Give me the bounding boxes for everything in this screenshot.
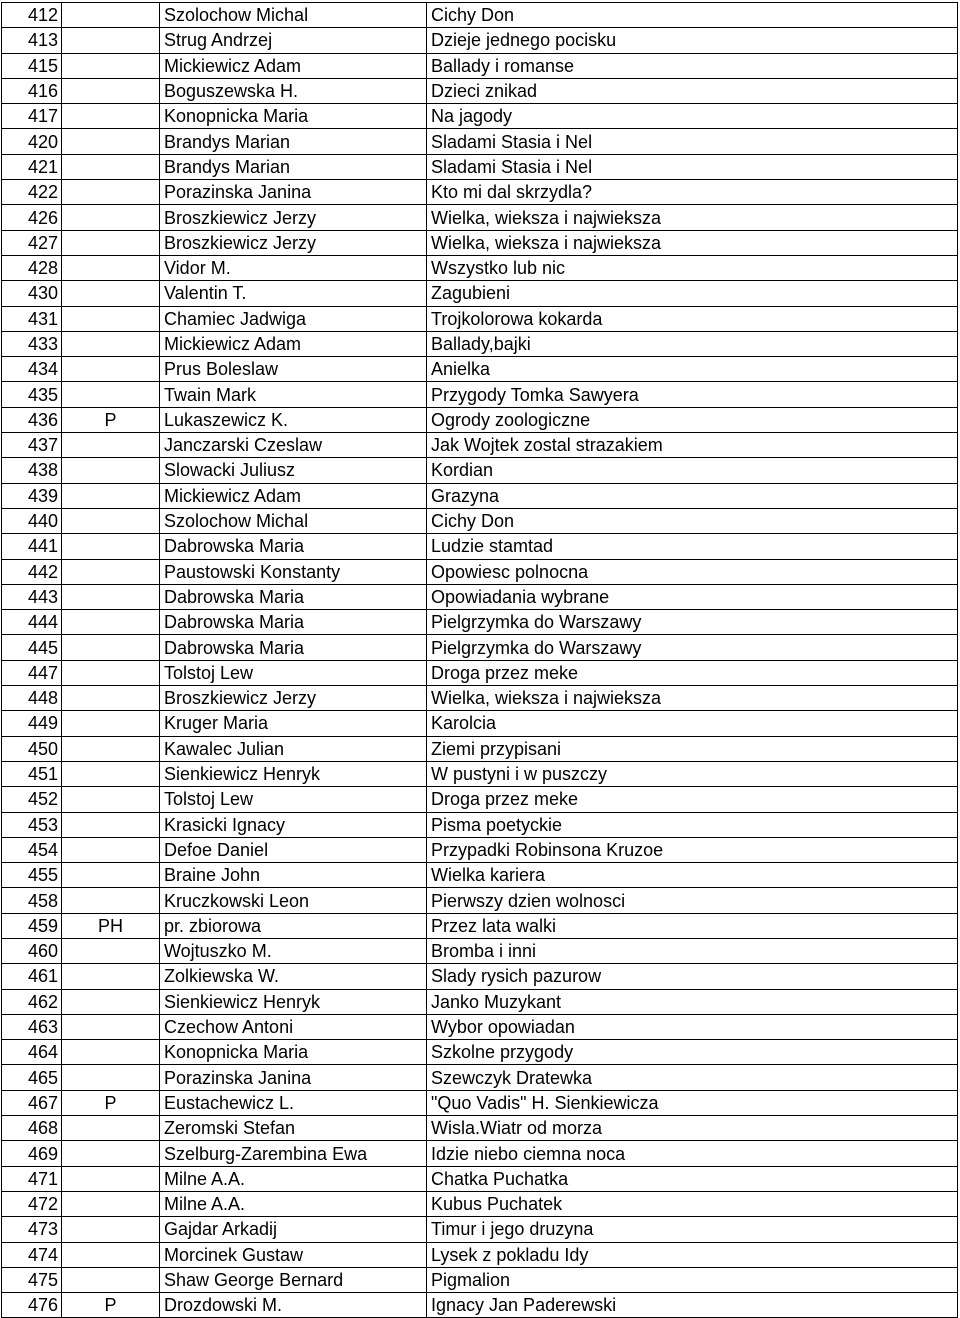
author-cell: Kruger Maria	[160, 711, 427, 736]
flag-cell	[62, 559, 160, 584]
title-cell: Lysek z pokladu Idy	[427, 1242, 958, 1267]
inventory-number-cell: 467	[2, 1090, 62, 1115]
table-row	[2, 660, 958, 685]
table-row	[2, 433, 958, 458]
author-cell: Vidor M.	[160, 255, 427, 280]
title-cell: Cichy Don	[427, 508, 958, 533]
flag-cell	[62, 508, 160, 533]
author-cell: Gajdar Arkadij	[160, 1217, 427, 1242]
author-cell: Tolstoj Lew	[160, 660, 427, 685]
table-row	[2, 281, 958, 306]
author-cell: Lukaszewicz K.	[160, 407, 427, 432]
table-row	[2, 837, 958, 862]
flag-cell	[62, 78, 160, 103]
flag-cell	[62, 711, 160, 736]
author-cell: Kruczkowski Leon	[160, 888, 427, 913]
flag-cell	[62, 761, 160, 786]
flag-cell	[62, 1191, 160, 1216]
table-row	[2, 255, 958, 280]
inventory-number-cell: 437	[2, 433, 62, 458]
title-cell: Ballady i romanse	[427, 53, 958, 78]
inventory-number-cell: 475	[2, 1267, 62, 1292]
flag-cell	[62, 255, 160, 280]
inventory-number-cell: 420	[2, 129, 62, 154]
inventory-number-cell: 434	[2, 357, 62, 382]
author-cell: Konopnicka Maria	[160, 1040, 427, 1065]
author-cell: Zolkiewska W.	[160, 964, 427, 989]
author-cell: Dabrowska Maria	[160, 584, 427, 609]
title-cell: Anielka	[427, 357, 958, 382]
author-cell: Chamiec Jadwiga	[160, 306, 427, 331]
author-cell: Porazinska Janina	[160, 180, 427, 205]
title-cell: Wielka, wieksza i najwieksza	[427, 205, 958, 230]
title-cell: Ballady,bajki	[427, 331, 958, 356]
table-row	[2, 1166, 958, 1191]
table-row	[2, 1293, 958, 1318]
title-cell: Dzieci znikad	[427, 78, 958, 103]
title-cell: Zagubieni	[427, 281, 958, 306]
table-row	[2, 534, 958, 559]
author-cell: Broszkiewicz Jerzy	[160, 205, 427, 230]
title-cell: Timur i jego druzyna	[427, 1217, 958, 1242]
table-row	[2, 53, 958, 78]
table-row	[2, 1065, 958, 1090]
table-row	[2, 559, 958, 584]
flag-cell	[62, 989, 160, 1014]
table-row	[2, 483, 958, 508]
title-cell: Trojkolorowa kokarda	[427, 306, 958, 331]
author-cell: Porazinska Janina	[160, 1065, 427, 1090]
author-cell: Mickiewicz Adam	[160, 331, 427, 356]
flag-cell	[62, 331, 160, 356]
flag-cell	[62, 1267, 160, 1292]
inventory-number-cell: 460	[2, 938, 62, 963]
flag-cell	[62, 180, 160, 205]
table-row	[2, 78, 958, 103]
inventory-number-cell: 422	[2, 180, 62, 205]
table-row	[2, 458, 958, 483]
author-cell: Shaw George Bernard	[160, 1267, 427, 1292]
inventory-number-cell: 474	[2, 1242, 62, 1267]
table-row	[2, 888, 958, 913]
author-cell: Czechow Antoni	[160, 1014, 427, 1039]
title-cell: Przypadki Robinsona Kruzoe	[427, 837, 958, 862]
flag-cell	[62, 787, 160, 812]
author-cell: Wojtuszko M.	[160, 938, 427, 963]
table-row	[2, 154, 958, 179]
author-cell: Broszkiewicz Jerzy	[160, 686, 427, 711]
inventory-number-cell: 413	[2, 28, 62, 53]
inventory-number-cell: 471	[2, 1166, 62, 1191]
author-cell: Zeromski Stefan	[160, 1116, 427, 1141]
author-cell: Paustowski Konstanty	[160, 559, 427, 584]
author-cell: Milne A.A.	[160, 1166, 427, 1191]
author-cell: Szolochow Michal	[160, 508, 427, 533]
author-cell: pr. zbiorowa	[160, 913, 427, 938]
title-cell: Janko Muzykant	[427, 989, 958, 1014]
inventory-number-cell: 427	[2, 230, 62, 255]
table-row	[2, 584, 958, 609]
inventory-number-cell: 451	[2, 761, 62, 786]
book-list-body	[2, 3, 958, 1318]
inventory-number-cell: 465	[2, 1065, 62, 1090]
author-cell: Twain Mark	[160, 382, 427, 407]
inventory-number-cell: 421	[2, 154, 62, 179]
inventory-number-cell: 439	[2, 483, 62, 508]
flag-cell	[62, 28, 160, 53]
table-row	[2, 3, 958, 28]
author-cell: Milne A.A.	[160, 1191, 427, 1216]
inventory-number-cell: 416	[2, 78, 62, 103]
table-row	[2, 787, 958, 812]
title-cell: Wielka kariera	[427, 863, 958, 888]
title-cell: Szkolne przygody	[427, 1040, 958, 1065]
title-cell: Kto mi dal skrzydla?	[427, 180, 958, 205]
flag-cell	[62, 104, 160, 129]
flag-cell: PH	[62, 913, 160, 938]
table-row	[2, 28, 958, 53]
inventory-number-cell: 412	[2, 3, 62, 28]
title-cell: Dzieje jednego pocisku	[427, 28, 958, 53]
inventory-number-cell: 428	[2, 255, 62, 280]
flag-cell	[62, 230, 160, 255]
inventory-number-cell: 476	[2, 1293, 62, 1318]
inventory-number-cell: 447	[2, 660, 62, 685]
flag-cell	[62, 938, 160, 963]
table-row	[2, 1040, 958, 1065]
inventory-number-cell: 426	[2, 205, 62, 230]
table-row	[2, 964, 958, 989]
author-cell: Valentin T.	[160, 281, 427, 306]
table-row	[2, 508, 958, 533]
table-row	[2, 938, 958, 963]
title-cell: Cichy Don	[427, 3, 958, 28]
flag-cell	[62, 584, 160, 609]
inventory-number-cell: 462	[2, 989, 62, 1014]
table-row	[2, 331, 958, 356]
inventory-number-cell: 443	[2, 584, 62, 609]
flag-cell	[62, 129, 160, 154]
inventory-number-cell: 430	[2, 281, 62, 306]
author-cell: Janczarski Czeslaw	[160, 433, 427, 458]
author-cell: Brandys Marian	[160, 154, 427, 179]
flag-cell	[62, 281, 160, 306]
table-row	[2, 1014, 958, 1039]
table-row	[2, 1141, 958, 1166]
title-cell: Wielka, wieksza i najwieksza	[427, 230, 958, 255]
title-cell: Pielgrzymka do Warszawy	[427, 610, 958, 635]
author-cell: Tolstoj Lew	[160, 787, 427, 812]
flag-cell	[62, 1242, 160, 1267]
inventory-number-cell: 461	[2, 964, 62, 989]
title-cell: "Quo Vadis" H. Sienkiewicza	[427, 1090, 958, 1115]
table-row	[2, 711, 958, 736]
inventory-number-cell: 473	[2, 1217, 62, 1242]
flag-cell	[62, 837, 160, 862]
table-row	[2, 913, 958, 938]
inventory-number-cell: 445	[2, 635, 62, 660]
flag-cell	[62, 610, 160, 635]
inventory-number-cell: 415	[2, 53, 62, 78]
author-cell: Mickiewicz Adam	[160, 483, 427, 508]
flag-cell	[62, 1040, 160, 1065]
inventory-number-cell: 436	[2, 407, 62, 432]
author-cell: Boguszewska H.	[160, 78, 427, 103]
inventory-number-cell: 454	[2, 837, 62, 862]
flag-cell: P	[62, 1090, 160, 1115]
table-row	[2, 1242, 958, 1267]
title-cell: Wisla.Wiatr od morza	[427, 1116, 958, 1141]
flag-cell	[62, 736, 160, 761]
author-cell: Drozdowski M.	[160, 1293, 427, 1318]
flag-cell	[62, 154, 160, 179]
flag-cell	[62, 635, 160, 660]
author-cell: Sienkiewicz Henryk	[160, 761, 427, 786]
inventory-number-cell: 431	[2, 306, 62, 331]
title-cell: Pielgrzymka do Warszawy	[427, 635, 958, 660]
author-cell: Strug Andrzej	[160, 28, 427, 53]
flag-cell	[62, 888, 160, 913]
inventory-number-cell: 438	[2, 458, 62, 483]
title-cell: Ignacy Jan Paderewski	[427, 1293, 958, 1318]
title-cell: Wszystko lub nic	[427, 255, 958, 280]
flag-cell	[62, 1141, 160, 1166]
title-cell: Idzie niebo ciemna noca	[427, 1141, 958, 1166]
flag-cell	[62, 534, 160, 559]
inventory-number-cell: 453	[2, 812, 62, 837]
title-cell: Ogrody zoologiczne	[427, 407, 958, 432]
inventory-number-cell: 452	[2, 787, 62, 812]
inventory-number-cell: 449	[2, 711, 62, 736]
author-cell: Dabrowska Maria	[160, 534, 427, 559]
title-cell: Grazyna	[427, 483, 958, 508]
table-row	[2, 686, 958, 711]
title-cell: Opowiadania wybrane	[427, 584, 958, 609]
inventory-number-cell: 450	[2, 736, 62, 761]
table-row	[2, 610, 958, 635]
flag-cell	[62, 357, 160, 382]
table-row	[2, 129, 958, 154]
title-cell: Bromba i inni	[427, 938, 958, 963]
author-cell: Dabrowska Maria	[160, 610, 427, 635]
flag-cell	[62, 1166, 160, 1191]
flag-cell	[62, 1116, 160, 1141]
inventory-number-cell: 469	[2, 1141, 62, 1166]
inventory-number-cell: 448	[2, 686, 62, 711]
title-cell: Wielka, wieksza i najwieksza	[427, 686, 958, 711]
title-cell: Chatka Puchatka	[427, 1166, 958, 1191]
flag-cell	[62, 660, 160, 685]
flag-cell	[62, 863, 160, 888]
author-cell: Konopnicka Maria	[160, 104, 427, 129]
table-row	[2, 357, 958, 382]
inventory-number-cell: 455	[2, 863, 62, 888]
title-cell: Droga przez meke	[427, 787, 958, 812]
title-cell: Pisma poetyckie	[427, 812, 958, 837]
title-cell: Droga przez meke	[427, 660, 958, 685]
author-cell: Szolochow Michal	[160, 3, 427, 28]
inventory-number-cell: 440	[2, 508, 62, 533]
title-cell: Szewczyk Dratewka	[427, 1065, 958, 1090]
title-cell: W pustyni i w puszczy	[427, 761, 958, 786]
author-cell: Brandys Marian	[160, 129, 427, 154]
table-row	[2, 635, 958, 660]
flag-cell	[62, 483, 160, 508]
title-cell: Ziemi przypisani	[427, 736, 958, 761]
flag-cell	[62, 812, 160, 837]
title-cell: Ludzie stamtad	[427, 534, 958, 559]
table-row	[2, 205, 958, 230]
table-row	[2, 1090, 958, 1115]
table-row	[2, 863, 958, 888]
flag-cell	[62, 205, 160, 230]
table-row	[2, 1217, 958, 1242]
author-cell: Mickiewicz Adam	[160, 53, 427, 78]
inventory-number-cell: 472	[2, 1191, 62, 1216]
table-row	[2, 382, 958, 407]
table-row	[2, 407, 958, 432]
title-cell: Sladami Stasia i Nel	[427, 129, 958, 154]
table-row	[2, 1267, 958, 1292]
table-row	[2, 230, 958, 255]
title-cell: Sladami Stasia i Nel	[427, 154, 958, 179]
inventory-number-cell: 463	[2, 1014, 62, 1039]
inventory-number-cell: 417	[2, 104, 62, 129]
inventory-number-cell: 444	[2, 610, 62, 635]
table-row	[2, 761, 958, 786]
flag-cell: P	[62, 407, 160, 432]
author-cell: Krasicki Ignacy	[160, 812, 427, 837]
title-cell: Na jagody	[427, 104, 958, 129]
table-row	[2, 306, 958, 331]
table-row	[2, 1116, 958, 1141]
title-cell: Slady rysich pazurow	[427, 964, 958, 989]
title-cell: Kubus Puchatek	[427, 1191, 958, 1216]
flag-cell	[62, 433, 160, 458]
inventory-number-cell: 459	[2, 913, 62, 938]
title-cell: Opowiesc polnocna	[427, 559, 958, 584]
author-cell: Kawalec Julian	[160, 736, 427, 761]
author-cell: Slowacki Juliusz	[160, 458, 427, 483]
table-row	[2, 736, 958, 761]
inventory-number-cell: 441	[2, 534, 62, 559]
title-cell: Przez lata walki	[427, 913, 958, 938]
inventory-number-cell: 464	[2, 1040, 62, 1065]
author-cell: Szelburg-Zarembina Ewa	[160, 1141, 427, 1166]
book-list-table	[1, 2, 958, 1318]
inventory-number-cell: 442	[2, 559, 62, 584]
title-cell: Pierwszy dzien wolnosci	[427, 888, 958, 913]
flag-cell	[62, 458, 160, 483]
inventory-number-cell: 458	[2, 888, 62, 913]
title-cell: Przygody Tomka Sawyera	[427, 382, 958, 407]
table-row	[2, 1191, 958, 1216]
flag-cell: P	[62, 1293, 160, 1318]
author-cell: Sienkiewicz Henryk	[160, 989, 427, 1014]
inventory-number-cell: 433	[2, 331, 62, 356]
inventory-number-cell: 435	[2, 382, 62, 407]
author-cell: Broszkiewicz Jerzy	[160, 230, 427, 255]
table-row	[2, 989, 958, 1014]
title-cell: Kordian	[427, 458, 958, 483]
author-cell: Dabrowska Maria	[160, 635, 427, 660]
author-cell: Prus Boleslaw	[160, 357, 427, 382]
title-cell: Jak Wojtek zostal strazakiem	[427, 433, 958, 458]
flag-cell	[62, 1217, 160, 1242]
flag-cell	[62, 964, 160, 989]
flag-cell	[62, 1065, 160, 1090]
flag-cell	[62, 306, 160, 331]
title-cell: Wybor opowiadan	[427, 1014, 958, 1039]
title-cell: Pigmalion	[427, 1267, 958, 1292]
flag-cell	[62, 1014, 160, 1039]
author-cell: Defoe Daniel	[160, 837, 427, 862]
author-cell: Braine John	[160, 863, 427, 888]
flag-cell	[62, 3, 160, 28]
inventory-number-cell: 468	[2, 1116, 62, 1141]
flag-cell	[62, 686, 160, 711]
author-cell: Morcinek Gustaw	[160, 1242, 427, 1267]
title-cell: Karolcia	[427, 711, 958, 736]
flag-cell	[62, 53, 160, 78]
author-cell: Eustachewicz L.	[160, 1090, 427, 1115]
table-row	[2, 104, 958, 129]
table-row	[2, 180, 958, 205]
flag-cell	[62, 382, 160, 407]
table-row	[2, 812, 958, 837]
